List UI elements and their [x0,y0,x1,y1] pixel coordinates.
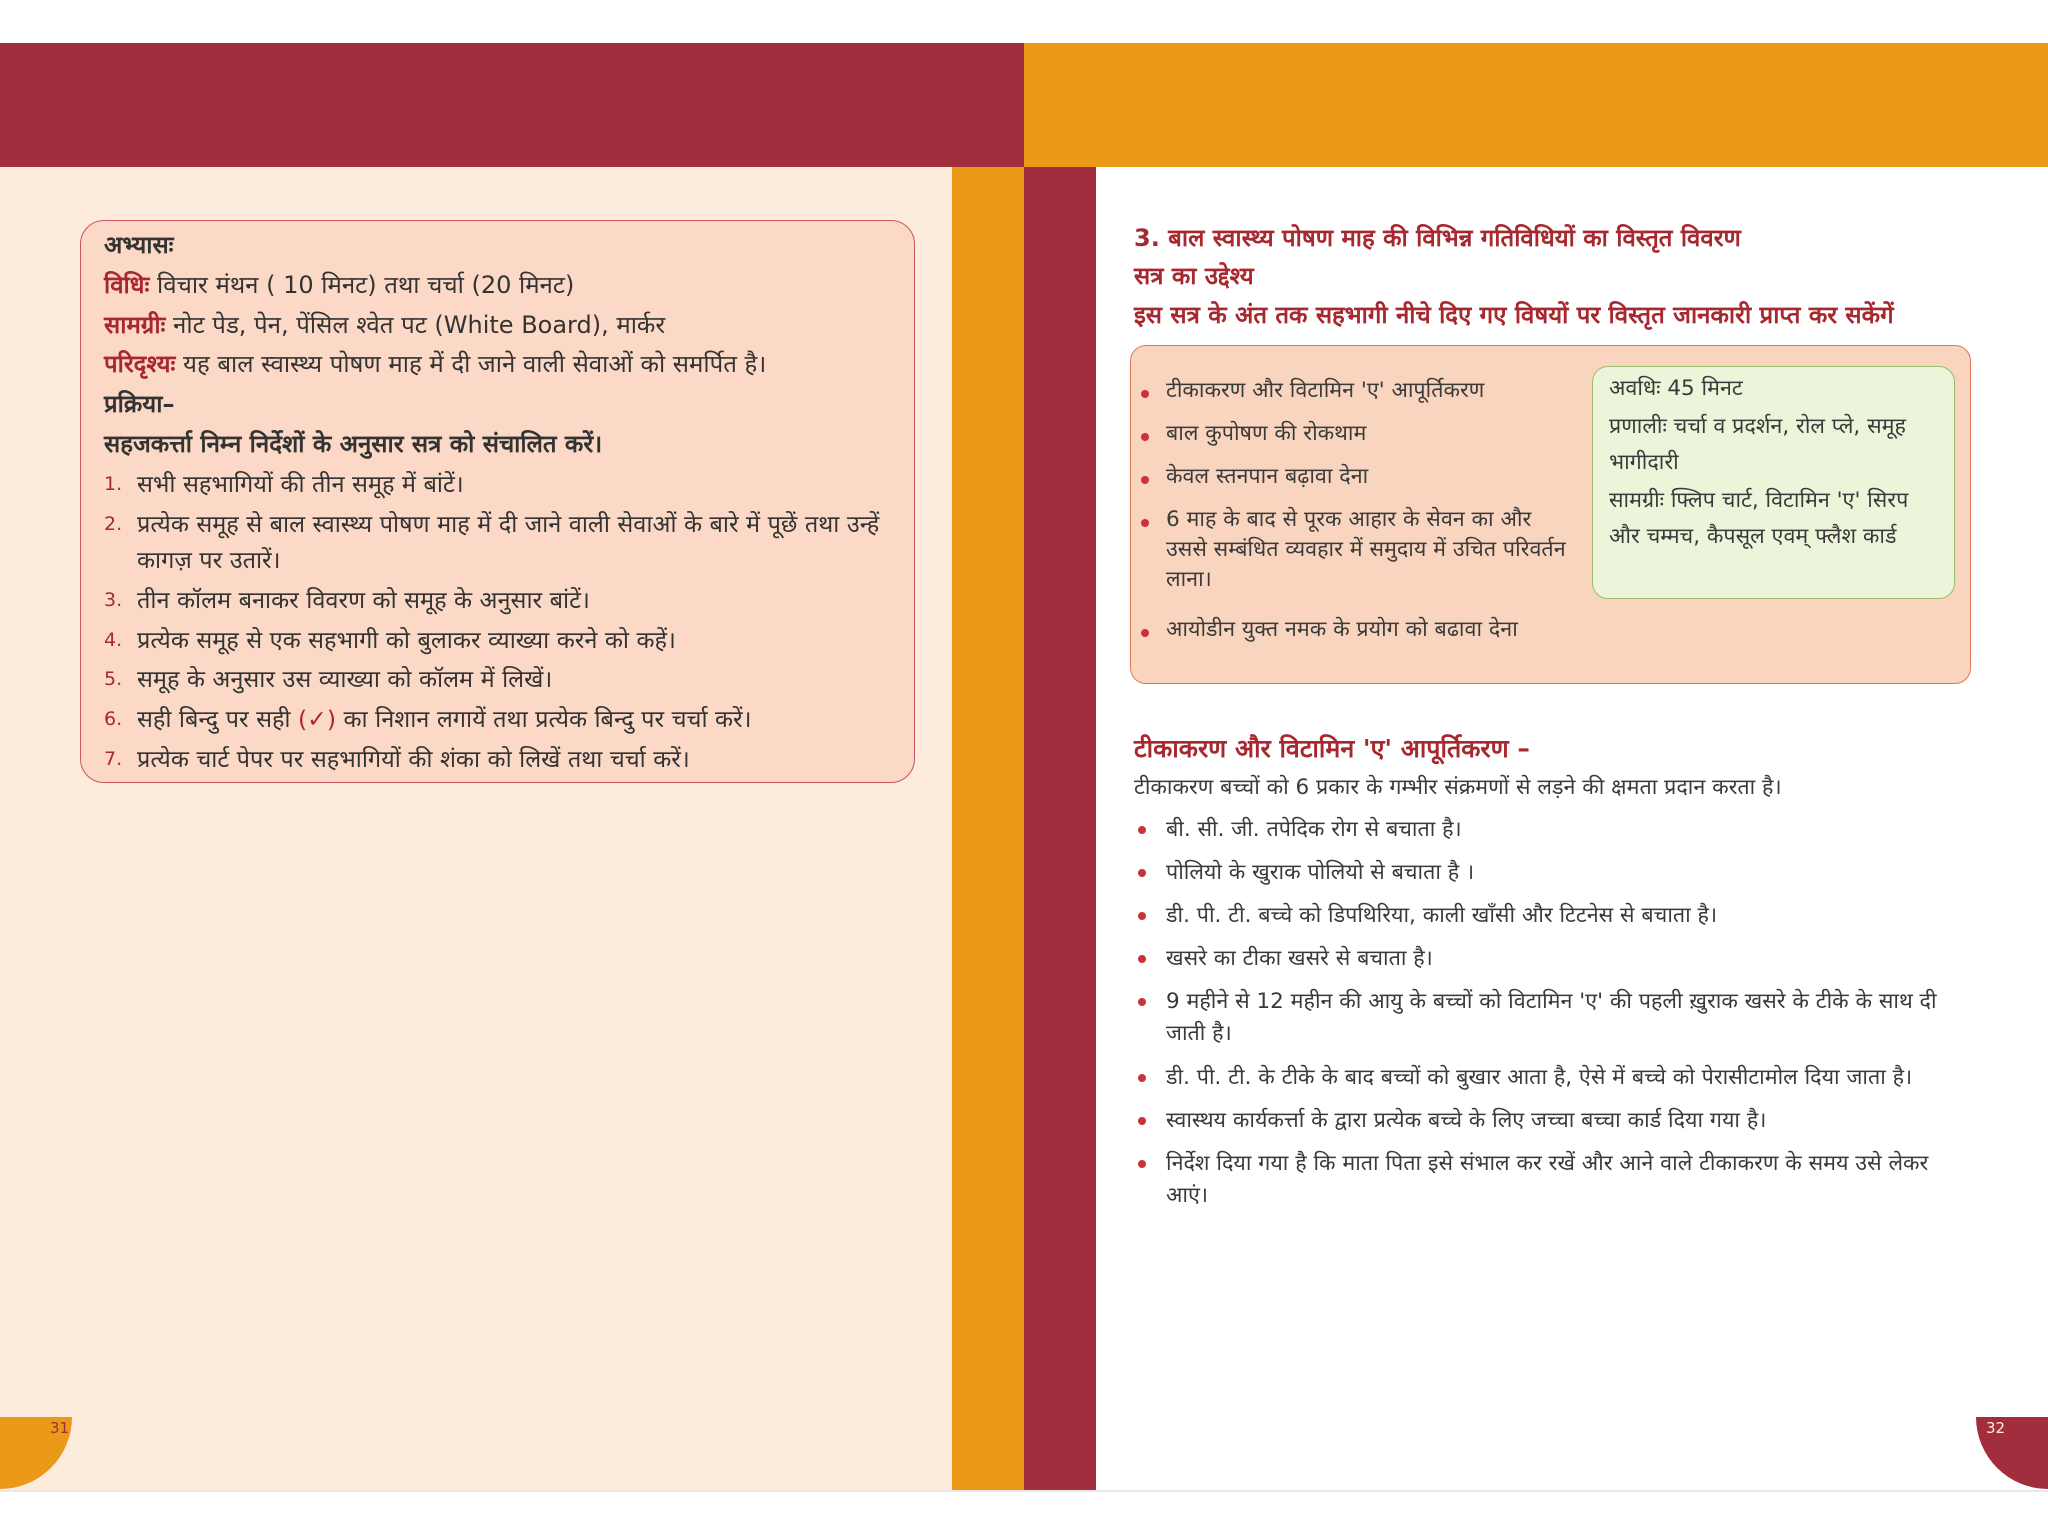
immunization-bullet: डी. पी. टी. के टीके के बाद बच्चों को बुखार आता है, ऐसे में बच्चे को पेरासीटामोल दिया जाता है। [1166,1065,1913,1090]
step-text-after: का निशान लगायें तथा प्रत्येक बिन्दु पर चर्चा करें। [336,705,752,733]
bullet-dot [1138,869,1146,877]
bullet-dot [1141,519,1149,527]
session-info-box [1592,366,1955,599]
tick-mark-symbol: (✓) [298,705,337,733]
scenario-line [104,348,766,380]
step-text: सभी सहभागियों की तीन समूह में बांटें। [137,470,464,498]
bullet-dot [1138,826,1146,834]
material-line [104,309,665,341]
step-number: 5. [104,668,123,690]
bullet-dot [1138,1074,1146,1082]
step-number: 7. [104,748,123,770]
step-text: तीन कॉलम बनाकर विवरण को समूह के अनुसार बांटें। [137,586,590,614]
immunization-intro: टीकाकरण बच्चों को 6 प्रकार के गम्भीर संक्रमणों से लड़ने की क्षमता प्रदान करता है। [1134,775,1782,800]
scenario-label: परिदृश्यः [104,350,176,378]
page-number-right: 32 [1986,1419,2006,1437]
immunization-bullet: निर्देश दिया गया है कि माता पिता इसे संभाल कर रखें और आने वाले टीकाकरण के समय उसे लेकर आएं। [1166,1151,1929,1208]
step-text [137,701,897,737]
bullet-dot [1138,912,1146,920]
right-header-band [1024,43,2048,167]
scenario-value: यह बाल स्वास्थ्य पोषण माह में दी जाने वाली सेवाओं को समर्पित है। [183,350,767,378]
objective-text: इस सत्र के अंत तक सहभागी नीचे दिए गए विषयों पर विस्तृत जानकारी प्राप्त कर सकेंगें [1134,301,1894,329]
bullet-dot [1141,433,1149,441]
step-number: 2. [104,513,123,535]
immunization-bullet: पोलियो के खुराक पोलियो से बचाता है । [1166,860,1475,885]
process-label: प्रक्रिया– [104,390,175,418]
right-page-side-strip [1024,167,1096,1490]
immunization-bullet: खसरे का टीका खसरे से बचाता है। [1166,946,1433,971]
page-number-left: 31 [50,1419,70,1437]
material-text: सामग्रीः फ्लिप चार्ट, विटामिन 'ए' सिरप और चम्मच, कैपसूल एवम् फ्लैश कार्ड [1609,488,1909,549]
bullet-dot [1138,1117,1146,1125]
bullet-dot [1138,955,1146,963]
method-value: विचार मंथन ( 10 मिनट) तथा चर्चा (20 मिनट) [157,271,575,299]
method-text: प्रणालीः चर्चा व प्रदर्शन, रोल प्ले, समूह भागीदारी [1609,414,1906,475]
exercise-title: अभ्यासः [104,231,174,259]
step-number: 3. [104,589,123,611]
objective-label: सत्र का उद्देश्य [1134,262,1254,290]
topic-item: टीकाकरण और विटामिन 'ए' आपूर्तिकरण [1166,378,1485,403]
immunization-bullet: डी. पी. टी. बच्चे को डिपथिरिया, काली खॉंसी और टिटनेस से बचाता है। [1166,903,1718,928]
immunization-section-title: टीकाकरण और विटामिन 'ए' आपूर्तिकरण – [1134,734,1530,763]
material-label: सामग्रीः [104,311,166,339]
step-text: प्रत्येक समूह से एक सहभागी को बुलाकर व्याख्या करने को कहें। [137,626,676,654]
immunization-bullet: बी. सी. जी. तपेदिक रोग से बचाता है। [1166,817,1462,842]
left-page-side-strip [952,167,1024,1490]
method-label: विधिः [104,271,150,299]
method-line [104,269,574,301]
immunization-bullet: स्वास्थय कार्यकर्त्ता के द्वारा प्रत्येक बच्चे के लिए जच्चा बच्चा कार्ड दिया गया है। [1166,1108,1767,1133]
step-text-before: सही बिन्दु पर सही [137,705,298,733]
step-number: 4. [104,629,123,651]
bullet-dot [1138,998,1146,1006]
bullet-dot [1141,390,1149,398]
duration-text: अवधिः 45 मिनट [1609,376,1743,401]
step-text: प्रत्येक चार्ट पेपर पर सहभागियों की शंका को लिखें तथा चर्चा करें। [137,745,690,773]
immunization-bullet: 9 महीने से 12 महीन की आयु के बच्चों को विटामिन 'ए' की पहली ख़ुराक खसरे के टीके के साथ दी जाती है। [1166,989,1937,1046]
section-heading: 3. बाल स्वास्थ्य पोषण माह की विभिन्न गतिविधियों का विस्तृत विवरण [1134,224,1741,252]
step-number: 6. [104,708,123,730]
step-text: समूह के अनुसार उस व्याख्या को कॉलम में लिखें। [137,665,553,693]
facilitator-instruction: सहजकर्त्ता निम्न निर्देशों के अनुसार सत्र को संचालित करें। [104,430,603,458]
bullet-dot [1141,476,1149,484]
left-header-band [0,43,1024,167]
topic-item: 6 माह के बाद से पूरक आहार के सेवन का और उससे सम्बंधित व्यवहार में समुदाय में उचित परिवर्तन लाना। [1166,507,1566,592]
step-text: प्रत्येक समूह से बाल स्वास्थ्य पोषण माह में दी जाने वाली सेवाओं के बारे में पूछें तथा उन्हें कागज़ पर उतारें। [137,510,880,574]
bullet-dot [1138,1160,1146,1168]
material-value: नोट पेड, पेन, पेंसिल श्वेत पट (White Board), मार्कर [173,311,666,339]
topic-item: आयोडीन युक्त नमक के प्रयोग को बढावा देना [1166,617,1518,642]
topic-item: केवल स्तनपान बढ़ावा देना [1166,464,1369,489]
bullet-dot [1141,629,1149,637]
step-number: 1. [104,473,123,495]
topic-item: बाल कुपोषण की रोकथाम [1166,421,1367,446]
exercise-box [80,220,915,783]
bottom-edge [0,1490,2048,1492]
